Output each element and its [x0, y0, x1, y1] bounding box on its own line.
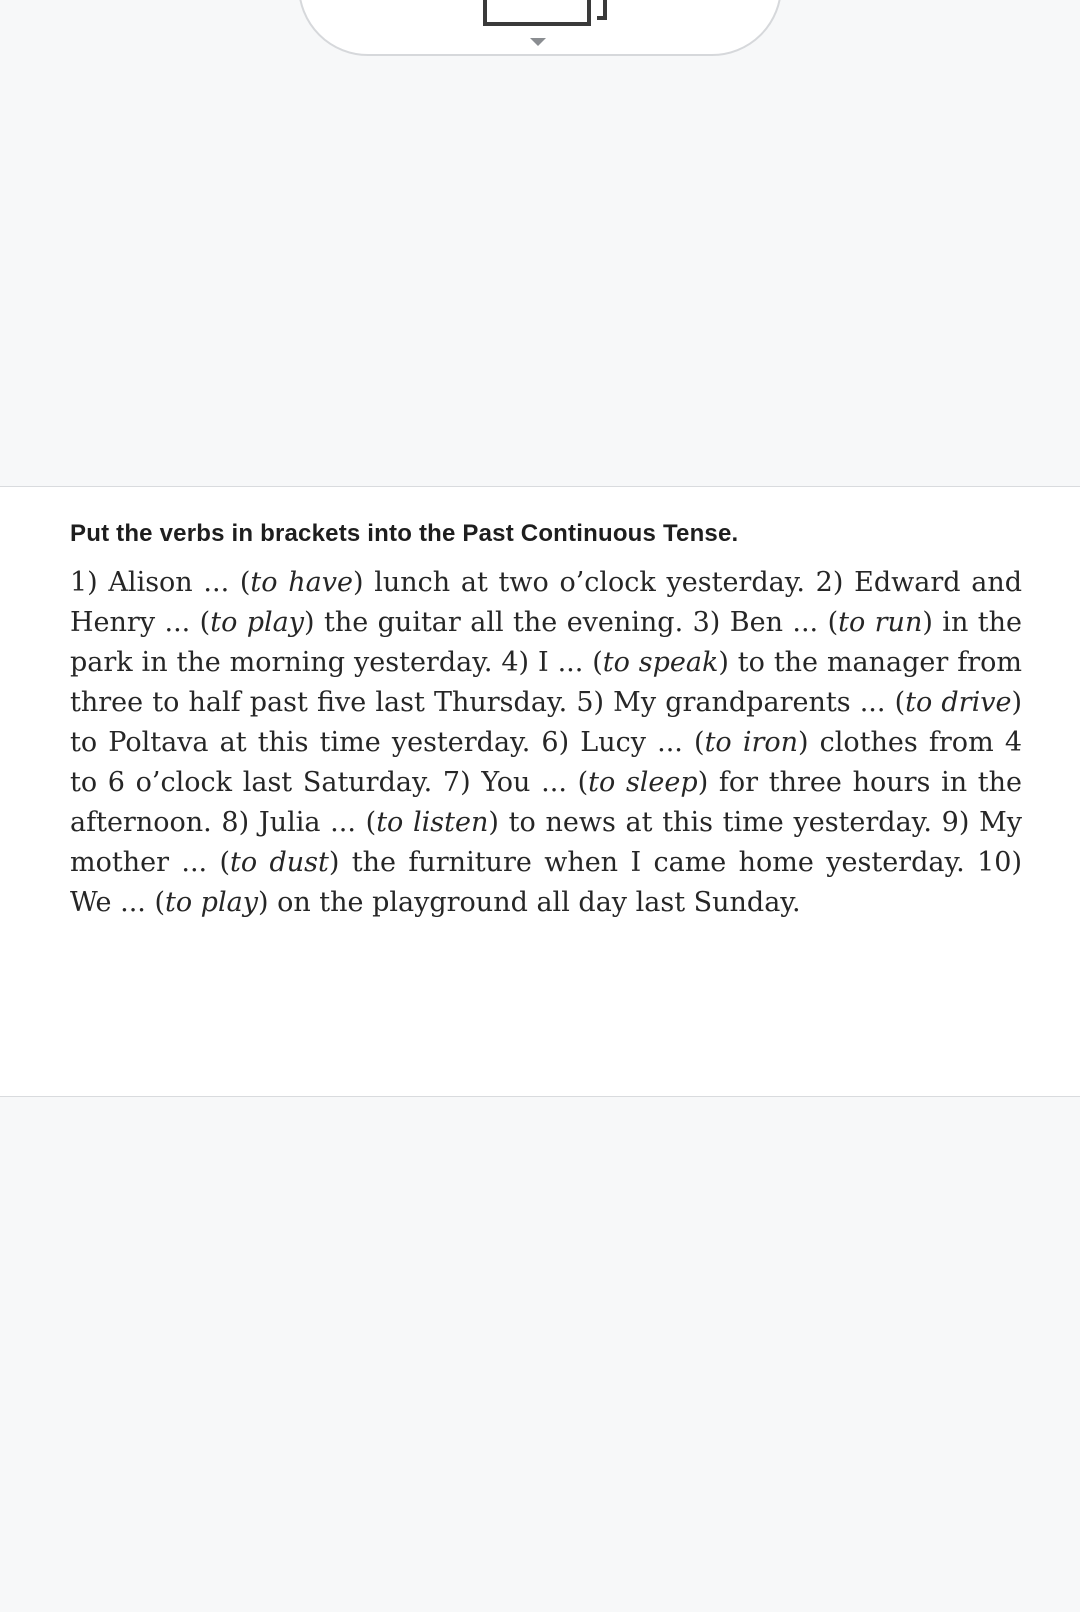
page-number-frame[interactable]: [483, 0, 591, 26]
verb-hint: to play: [164, 887, 258, 918]
verb-hint: to play: [210, 607, 305, 638]
document-panel: [0, 486, 1080, 1097]
verb-hint: to iron: [704, 727, 798, 758]
exercise-segment: ) for three hours in the afternoon. 8) Julia ... (: [70, 767, 1023, 838]
exercise-segment: ) to news at this time yesterday. 9) My mother ... (: [70, 807, 1022, 878]
page-selector-widget[interactable]: [298, 0, 782, 56]
exercise-segment: ) the guitar all the evening. 3) Ben ... (: [304, 607, 839, 638]
exercise-segment: 1) Alison ... (: [70, 567, 251, 598]
verb-hint: to listen: [376, 807, 489, 838]
verb-hint: to run: [838, 607, 923, 638]
exercise-segment: ) in the park in the morning yesterday. 4) I ... (: [70, 607, 1022, 678]
exercise-segment: ) to the manager from three to half past five last Thursday. 5) My grandparents ... (: [70, 647, 1022, 718]
page-frame-corner: [597, 0, 607, 20]
exercise-segment: ) lunch at two o’clock yesterday. 2) Edward and Henry ... (: [70, 567, 1022, 638]
exercise-segment: ) to Poltava at this time yesterday. 6) Lucy ... (: [70, 687, 1022, 758]
exercise-segment: ) the furniture when I came home yesterday. 10) We ... (: [70, 847, 1022, 918]
verb-hint: to dust: [230, 847, 329, 878]
chevron-down-icon[interactable]: [530, 38, 546, 46]
exercise-instruction: Put the verbs in brackets into the Past Continuous Tense.: [70, 520, 739, 547]
verb-hint: to sleep: [588, 767, 698, 798]
verb-hint: to speak: [602, 647, 719, 678]
exercise-segment: ) clothes from 4 to 6 o’clock last Saturday. 7) You ... (: [70, 727, 1022, 798]
verb-hint: to drive: [905, 687, 1012, 718]
exercise-text: [70, 563, 1022, 923]
exercise-segment: ) on the playground all day last Sunday.: [257, 887, 801, 918]
verb-hint: to have: [250, 567, 353, 598]
